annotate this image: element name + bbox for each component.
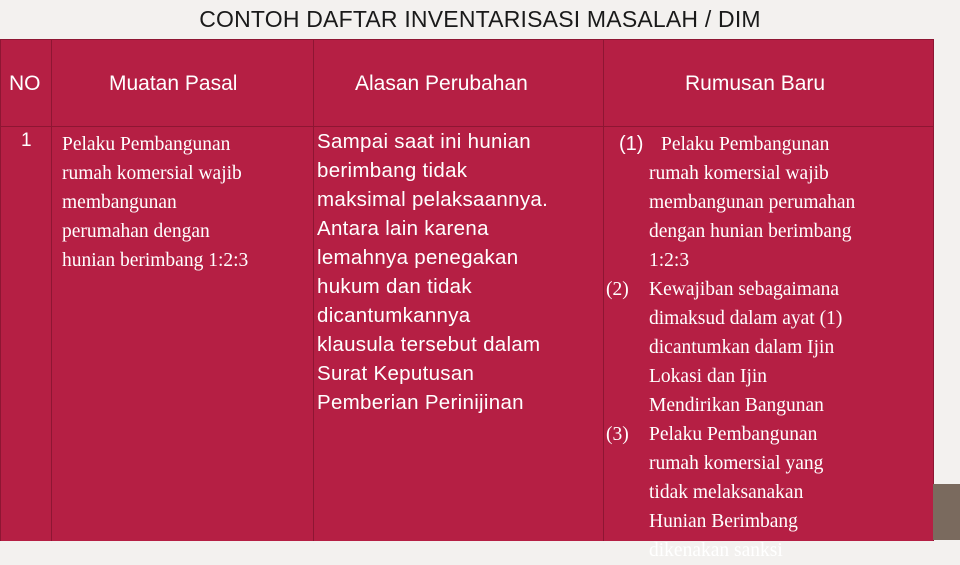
rumusan-line: dikenakan sanksi (649, 540, 783, 561)
muatan-pasal-line: hunian berimbang 1:2:3 (62, 250, 249, 271)
alasan-perubahan-cell (317, 127, 617, 417)
rumusan-item (606, 130, 936, 275)
alasan-line: berimbang tidak (317, 159, 468, 182)
muatan-pasal-line: membangunan (62, 192, 177, 213)
header-no: NO (9, 72, 41, 95)
rumusan-line: Pelaku Pembangunan (661, 134, 830, 155)
dim-table (0, 39, 934, 561)
alasan-line: Pemberian Perinijinan (317, 391, 524, 414)
alasan-line: hukum dan tidak (317, 275, 472, 298)
alasan-line: Surat Keputusan (317, 362, 475, 385)
header-rumusan-baru: Rumusan Baru (685, 72, 826, 95)
rumusan-line: Lokasi dan Ijin (649, 366, 768, 387)
alasan-line: klausula tersebut dalam (317, 333, 541, 356)
alasan-line: Antara lain karena (317, 217, 489, 240)
rumusan-line: Pelaku Pembangunan (649, 424, 818, 445)
header-alasan-perubahan: Alasan Perubahan (355, 72, 528, 95)
row-number: 1 (21, 130, 32, 151)
rumusan-line: Mendirikan Bangunan (649, 395, 824, 416)
rumusan-item-number: (2) (606, 279, 629, 300)
rumusan-line: tidak melaksanakan (649, 482, 804, 503)
rumusan-item-number: (1) (619, 133, 644, 155)
rumusan-item (606, 420, 936, 565)
column-divider (313, 40, 314, 541)
rumusan-line: dicantumkan dalam Ijin (649, 337, 835, 358)
rumusan-line: rumah komersial yang (649, 453, 824, 474)
rumusan-line: Kewajiban sebagaimana (649, 279, 840, 300)
column-divider (51, 40, 52, 541)
muatan-pasal-line: rumah komersial wajib (62, 163, 242, 184)
muatan-pasal-cell (62, 130, 312, 275)
header-muatan-pasal: Muatan Pasal (109, 72, 238, 95)
alasan-line: Sampai saat ini hunian (317, 130, 532, 153)
alasan-line: dicantumkannya (317, 304, 471, 327)
rumusan-baru-cell (606, 130, 936, 565)
rumusan-line: 1:2:3 (649, 250, 690, 271)
rumusan-line: membangunan perumahan (649, 192, 856, 213)
page-title: CONTOH DAFTAR INVENTARISASI MASALAH / DIM (199, 6, 761, 32)
rumusan-item (606, 275, 936, 420)
rumusan-line: Hunian Berimbang (649, 511, 798, 532)
alasan-line: lemahnya penegakan (317, 246, 519, 269)
decorative-corner-block (933, 484, 960, 540)
rumusan-line: rumah komersial wajib (649, 163, 829, 184)
rumusan-line: dengan hunian berimbang (649, 221, 852, 242)
rumusan-item-number: (3) (606, 424, 629, 445)
muatan-pasal-line: perumahan dengan (62, 221, 210, 242)
alasan-line: maksimal pelaksaannya. (317, 188, 549, 211)
muatan-pasal-line: Pelaku Pembangunan (62, 134, 231, 155)
rumusan-line: dimaksud dalam ayat (1) (649, 308, 843, 329)
